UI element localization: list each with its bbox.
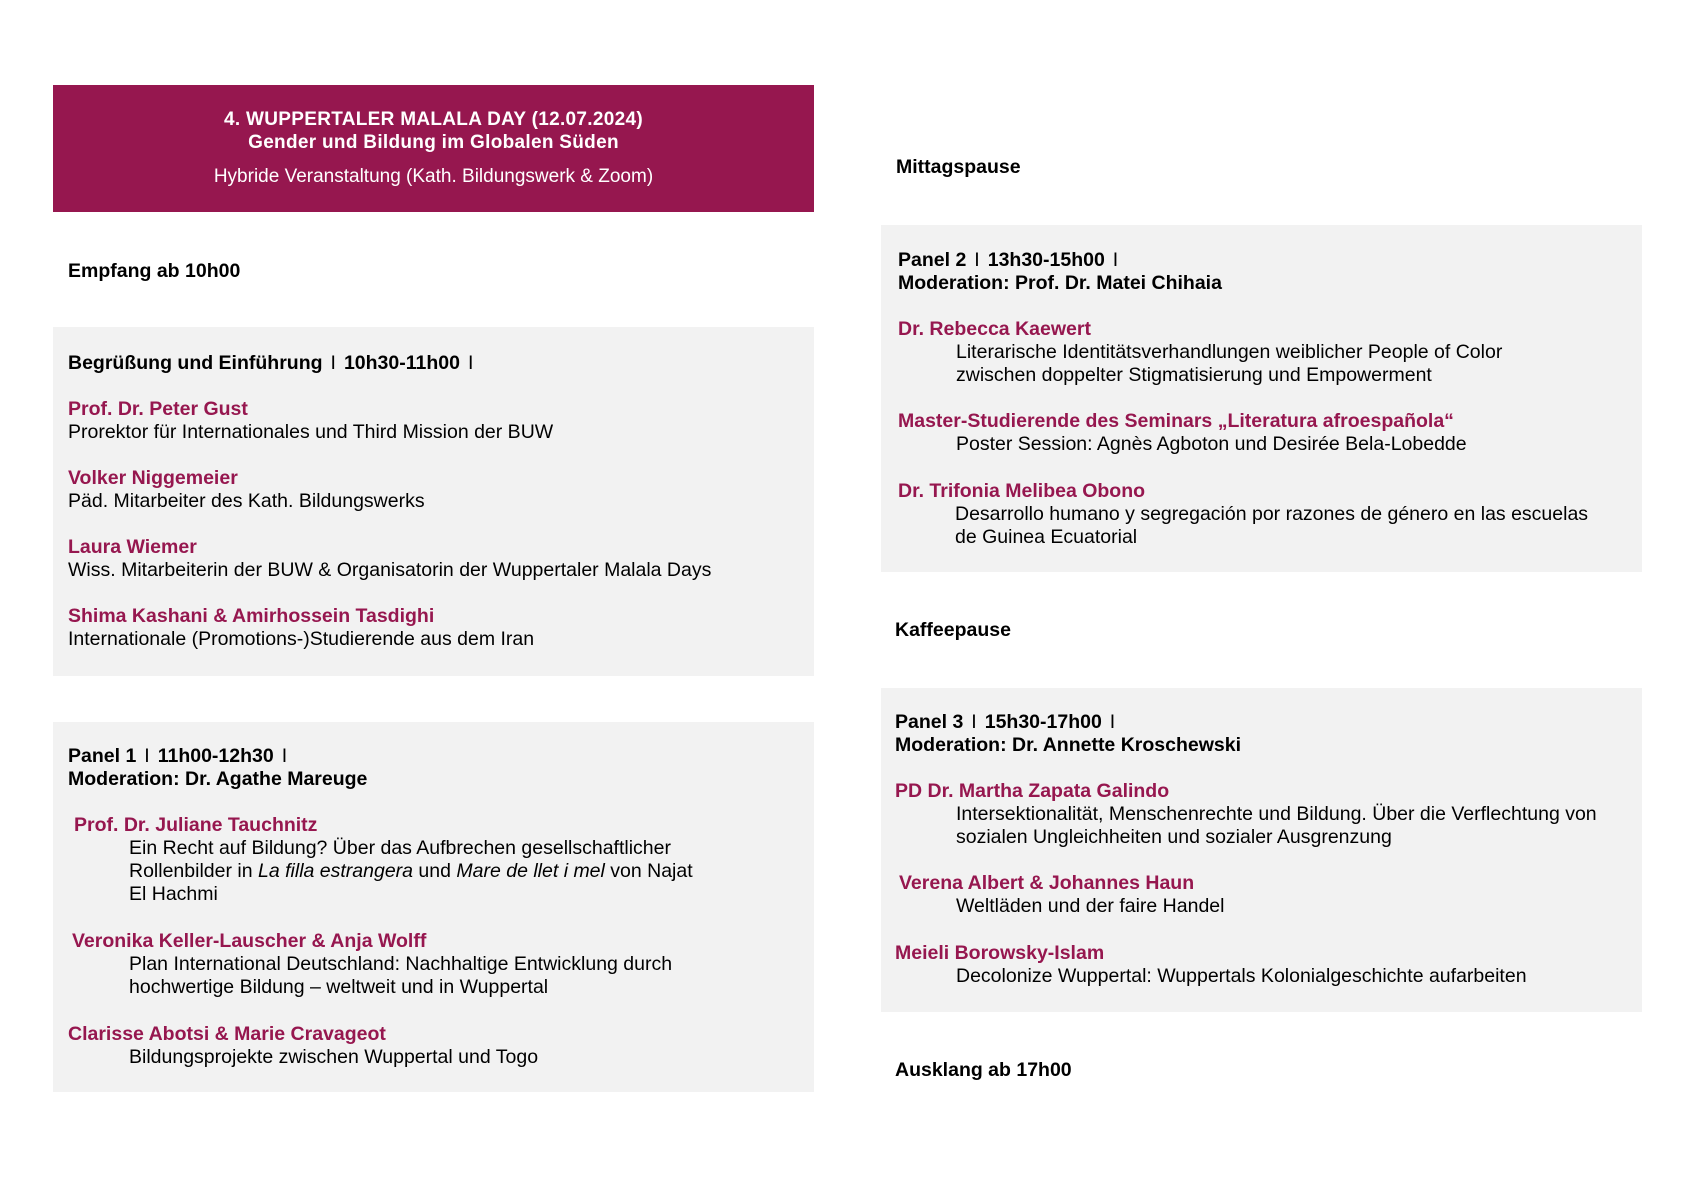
talk-title-line: sozialen Ungleichheiten und sozialer Ausgrenzung <box>956 826 1392 848</box>
panel1-heading <box>68 745 295 768</box>
panel2-heading <box>898 249 1126 272</box>
talk-title: Poster Session: Agnès Agboton und Desirée Bela-Lobedde <box>956 433 1467 455</box>
talk-item <box>74 814 794 906</box>
speaker-name: Clarisse Abotsi & Marie Cravageot <box>68 1023 386 1045</box>
speaker-item <box>68 398 553 444</box>
talk-title: Bildungsprojekte zwischen Wuppertal und Togo <box>129 1046 539 1068</box>
separator: I <box>330 352 336 374</box>
separator: I <box>974 249 980 271</box>
speaker-name: Verena Albert & Johannes Haun <box>899 872 1195 894</box>
speaker-name: Master-Studierende des Seminars „Literatura afroespañola“ <box>898 410 1454 432</box>
speaker-role: Päd. Mitarbeiter des Kath. Bildungswerks <box>68 490 425 512</box>
talk-item <box>895 942 1635 988</box>
talk-title-line: hochwertige Bildung – weltweit und in Wuppertal <box>129 976 549 998</box>
welcome-time: 10h30-11h00 <box>343 352 460 374</box>
separator: I <box>281 745 288 767</box>
welcome-title: Begrüßung und Einführung <box>68 352 323 374</box>
speaker-name: PD Dr. Martha Zapata Galindo <box>895 780 1170 802</box>
event-venue: Hybride Veranstaltung (Kath. Bildungswerk & Zoom) <box>213 166 654 187</box>
speaker-name: Dr. Rebecca Kaewert <box>898 318 1091 340</box>
talk-title: Decolonize Wuppertal: Wuppertals Kolonialgeschichte aufarbeiten <box>956 965 1527 987</box>
talk-title-line: Ein Recht auf Bildung? Über das Aufbrechen gesellschaftlicher <box>129 837 671 859</box>
event-title: 4. WUPPERTALER MALALA DAY (12.07.2024) <box>224 109 643 130</box>
talk-title-line: de Guinea Ecuatorial <box>955 526 1138 548</box>
panel3-section <box>881 688 1642 1012</box>
speaker-item <box>68 467 425 513</box>
event-header <box>53 85 814 212</box>
panel2-section <box>881 225 1642 572</box>
speaker-name: Prof. Dr. Juliane Tauchnitz <box>74 814 318 836</box>
talk-title-text: von Najat <box>604 860 693 882</box>
speaker-role: Wiss. Mitarbeiterin der BUW & Organisatorin der Wuppertaler Malala Days <box>68 559 712 581</box>
panel3-time: 15h30-17h00 <box>984 711 1102 733</box>
speaker-role: Internationale (Promotions-)Studierende aus dem Iran <box>68 628 535 650</box>
panel1-section <box>53 722 814 1092</box>
talk-title <box>898 503 1628 549</box>
welcome-section <box>53 327 814 676</box>
panel1-moderation: Moderation: Dr. Agathe Mareuge <box>68 768 368 790</box>
talk-title-line: Plan International Deutschland: Nachhaltige Entwicklung durch <box>129 953 673 975</box>
panel1-title: Panel 1 <box>68 745 137 767</box>
speaker-name: Veronika Keller-Lauscher & Anja Wolff <box>72 930 427 952</box>
speaker-item <box>68 605 534 651</box>
speaker-name: Volker Niggemeier <box>68 467 238 489</box>
mittagspause-label: Mittagspause <box>896 156 1021 178</box>
separator: I <box>467 352 474 374</box>
talk-item <box>68 1023 788 1069</box>
talk-title-line: zwischen doppelter Stigmatisierung und Empowerment <box>956 364 1432 386</box>
speaker-name: Shima Kashani & Amirhossein Tasdighi <box>68 605 435 627</box>
welcome-heading <box>68 352 481 375</box>
talk-item <box>72 930 792 999</box>
book-title: La filla estrangera <box>258 860 414 882</box>
talk-item <box>895 780 1635 849</box>
event-subtitle: Gender und Bildung im Globalen Süden <box>248 132 619 153</box>
kaffeepause-label: Kaffeepause <box>895 619 1011 641</box>
talk-title-line: Desarrollo humano y segregación por razones de género en las escuelas <box>955 503 1589 525</box>
panel2-moderation: Moderation: Prof. Dr. Matei Chihaia <box>898 272 1222 294</box>
talk-title-line: El Hachmi <box>129 883 218 905</box>
talk-item <box>898 318 1628 387</box>
talk-title-line: Literarische Identitätsverhandlungen weiblicher People of Color <box>956 341 1503 363</box>
panel2-title: Panel 2 <box>898 249 967 271</box>
panel3-heading <box>895 711 1123 734</box>
talk-title <box>898 341 1628 387</box>
speaker-name: Dr. Trifonia Melibea Obono <box>898 480 1146 502</box>
ausklang-label: Ausklang ab 17h00 <box>895 1059 1072 1081</box>
talk-item <box>898 480 1628 549</box>
separator: I <box>1109 711 1116 733</box>
talk-title-text: und <box>413 860 457 882</box>
speaker-name: Prof. Dr. Peter Gust <box>68 398 248 420</box>
talk-title <box>895 803 1635 849</box>
speaker-name: Laura Wiemer <box>68 536 197 558</box>
panel3-moderation: Moderation: Dr. Annette Kroschewski <box>895 734 1242 756</box>
book-title: Mare de llet i mel <box>456 860 605 882</box>
talk-item <box>899 872 1639 918</box>
talk-title-line: Intersektionalität, Menschenrechte und Bildung. Über die Verflechtung von <box>956 803 1597 825</box>
panel2-time: 13h30-15h00 <box>987 249 1105 271</box>
separator: I <box>971 711 977 733</box>
panel3-title: Panel 3 <box>895 711 964 733</box>
talk-title-line <box>129 860 794 883</box>
speaker-role: Prorektor für Internationales und Third Mission der BUW <box>68 421 554 443</box>
speaker-name: Meieli Borowsky-Islam <box>895 942 1105 964</box>
talk-title <box>74 837 794 906</box>
panel1-time: 11h00-12h30 <box>157 745 274 767</box>
empfang-label: Empfang ab 10h00 <box>68 260 241 282</box>
talk-title: Weltläden und der faire Handel <box>956 895 1225 917</box>
talk-title <box>72 953 792 999</box>
talk-title-text: Rollenbilder in <box>129 860 258 882</box>
separator: I <box>144 745 150 767</box>
separator: I <box>1112 249 1119 271</box>
speaker-item <box>68 536 711 582</box>
talk-item <box>898 410 1628 456</box>
